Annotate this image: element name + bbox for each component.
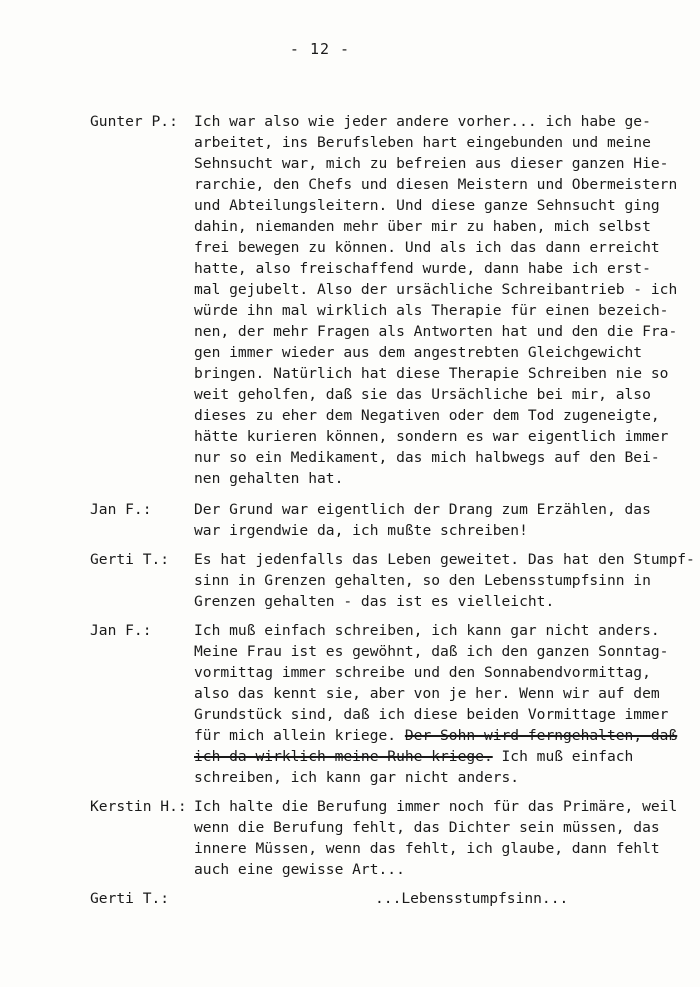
text-line: dieses zu eher dem Negativen oder dem Tod zugeneigte, [194, 407, 660, 424]
text-line: Grenzen gehalten - das ist es vielleicht. [194, 593, 555, 610]
speaker-name: Jan F.: [90, 501, 152, 518]
text-line: nen gehalten hat. [194, 470, 344, 487]
text-line: auch eine gewisse Art... [194, 861, 405, 878]
text-line: Ich war also wie jeder andere vorher... ich habe ge- [194, 113, 651, 130]
text-line: weit geholfen, daß sie das Ursächliche bei mir, also [194, 386, 651, 403]
text-line: Ich halte die Berufung immer noch für das Primäre, weil [194, 798, 678, 815]
text-line: schreiben, ich kann gar nicht anders. [194, 769, 520, 786]
text-line: sinn in Grenzen gehalten, so den Lebensstumpfsinn in [194, 572, 651, 589]
text-line: hätte kurieren können, sondern es war eigentlich immer [194, 428, 669, 445]
speaker-name: Gerti T.: [90, 551, 170, 568]
interjection-text: ...Lebensstumpfsinn... [375, 890, 569, 907]
text-line: nur so ein Medikament, das mich halbwegs auf den Bei- [194, 449, 660, 466]
text-line: vormittag immer schreibe und den Sonnabendvormittag, [194, 664, 651, 681]
text-line: Der Grund war eigentlich der Drang zum Erzählen, das [194, 501, 651, 518]
text-segment: Ich muß einfach [492, 748, 634, 765]
text-line: Meine Frau ist es gewöhnt, daß ich den ganzen Sonntag- [194, 643, 669, 660]
text-line: mal gejubelt. Also der ursächliche Schreibantrieb - ich [194, 281, 678, 298]
text-line: rarchie, den Chefs und diesen Meistern und Obermeistern [194, 176, 678, 193]
text-line: nen, der mehr Fragen als Antworten hat und den die Fra- [194, 323, 678, 340]
text-line: bringen. Natürlich hat diese Therapie Schreiben nie so [194, 365, 669, 382]
text-line: also das kennt sie, aber von je her. Wenn wir auf dem [194, 685, 660, 702]
page-number: - 12 - [289, 40, 351, 58]
struck-text: Der Sohn wird ferngehalten, daß [404, 727, 678, 744]
text-line: war irgendwie da, ich mußte schreiben! [194, 522, 528, 539]
text-line: und Abteilungsleitern. Und diese ganze Sehnsucht ging [194, 197, 660, 214]
text-line: Ich muß einfach schreiben, ich kann gar nicht anders. [194, 622, 660, 639]
speaker-name: Gunter P.: [90, 113, 178, 130]
text-line: gen immer wieder aus dem angestrebten Gleichgewicht [194, 344, 643, 361]
text-line: innere Müssen, wenn das fehlt, ich glaube, dann fehlt [194, 840, 660, 857]
text-line: Es hat jedenfalls das Leben geweitet. Das hat den Stumpf- [194, 551, 695, 568]
text-line: frei bewegen zu können. Und als ich das dann erreicht [194, 239, 660, 256]
text-line: hatte, also freischaffend wurde, dann habe ich erst- [194, 260, 651, 277]
text-line: Sehnsucht war, mich zu befreien aus dieser ganzen Hie- [194, 155, 669, 172]
speaker-name: Jan F.: [90, 622, 152, 639]
text-line: arbeitet, ins Berufsleben hart eingebunden und meine [194, 134, 651, 151]
speaker-name: Gerti T.: [90, 890, 170, 907]
text-line [194, 727, 677, 744]
text-line: dahin, niemanden mehr über mir zu haben, mich selbst [194, 218, 651, 235]
text-line: würde ihn mal wirklich als Therapie für einen bezeich- [194, 302, 669, 319]
speaker-name: Kerstin H.: [90, 798, 187, 815]
text-line: Grundstück sind, daß ich diese beiden Vormittage immer [194, 706, 669, 723]
text-line: wenn die Berufung fehlt, das Dichter sein müssen, das [194, 819, 660, 836]
struck-text: ich da wirklich meine Ruhe kriege. [194, 748, 493, 765]
text-segment: für mich allein kriege. [194, 727, 405, 744]
text-line [194, 748, 633, 765]
